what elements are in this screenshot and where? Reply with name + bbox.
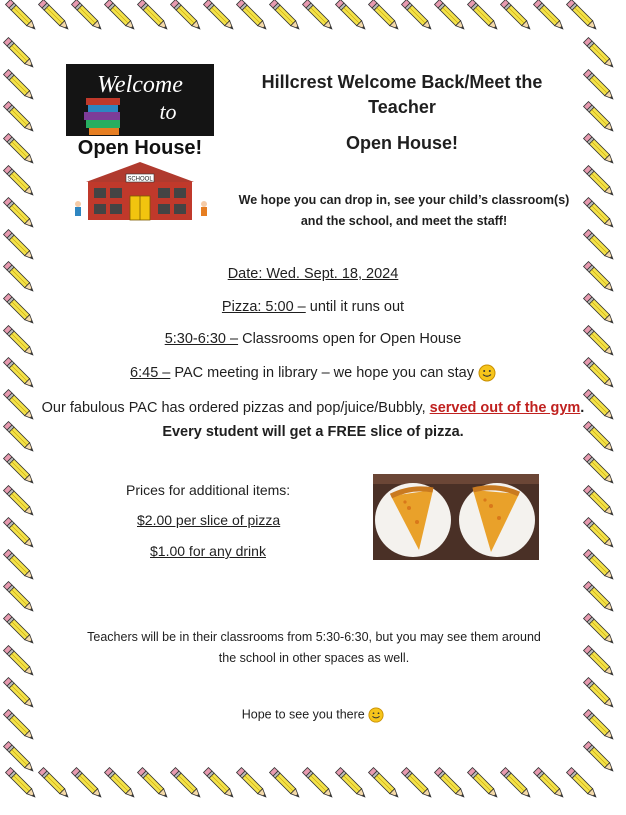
page-subtitle: Open House! bbox=[345, 133, 458, 153]
closing-line bbox=[0, 707, 626, 723]
poster-welcome-text: Welcome bbox=[97, 72, 183, 98]
classrooms-schedule bbox=[0, 331, 626, 347]
classrooms-time: 5:30-6:30 – bbox=[164, 331, 239, 347]
title-line-2: Teacher bbox=[368, 97, 436, 117]
classrooms-detail: Classrooms open for Open House bbox=[238, 331, 462, 347]
smiley-icon bbox=[368, 707, 384, 723]
poster-banner-text: Open House! bbox=[77, 137, 203, 159]
event-date-text: Date: Wed. Sept. 18, 2024 bbox=[227, 266, 399, 282]
served-location: served out of the gym bbox=[429, 400, 581, 416]
pac-meeting-time: 6:45 – bbox=[130, 364, 171, 381]
teachers-line-2: the school in other spaces as well. bbox=[218, 651, 410, 665]
svg-text:SCHOOL: SCHOOL bbox=[127, 176, 153, 183]
pizza-slices-photo bbox=[373, 474, 539, 560]
title-line-1: Hillcrest Welcome Back/Meet the bbox=[261, 72, 543, 92]
books-icon bbox=[84, 98, 120, 135]
smiley-icon bbox=[478, 364, 496, 382]
closing-text: Hope to see you there bbox=[241, 707, 369, 722]
pac-meeting-schedule bbox=[0, 364, 626, 382]
price-pizza-slice: $2.00 per slice of pizza bbox=[137, 512, 281, 528]
welcome-line-2: and the school, and meet the staff! bbox=[300, 214, 508, 228]
price-drink: $1.00 for any drink bbox=[150, 543, 266, 559]
welcome-message bbox=[218, 190, 590, 232]
welcome-line-1: We hope you can drop in, see your child’s classroom(s) bbox=[238, 193, 570, 207]
event-date bbox=[0, 266, 626, 282]
pac-announcement bbox=[40, 396, 586, 444]
school-building-icon bbox=[75, 162, 207, 220]
pizza-schedule bbox=[0, 299, 626, 315]
teachers-note bbox=[56, 627, 572, 669]
poster-to-text: to bbox=[159, 99, 177, 124]
pizza-detail: until it runs out bbox=[305, 299, 405, 315]
free-slice-note: . Every student will get a FREE slice of pizza. bbox=[162, 400, 585, 440]
teachers-line-1: Teachers will be in their classrooms from 5:30-6:30, but you may see them around bbox=[87, 630, 541, 644]
prices-heading: Prices for additional items: bbox=[126, 482, 291, 498]
pac-text-a: Our fabulous PAC has ordered pizzas and pop/juice/Bubbly, bbox=[41, 400, 430, 416]
pac-meeting-detail: PAC meeting in library – we hope you can stay bbox=[170, 364, 478, 381]
open-house-poster bbox=[66, 64, 214, 224]
pizza-time: Pizza: 5:00 – bbox=[221, 299, 306, 315]
page-title bbox=[220, 70, 584, 120]
